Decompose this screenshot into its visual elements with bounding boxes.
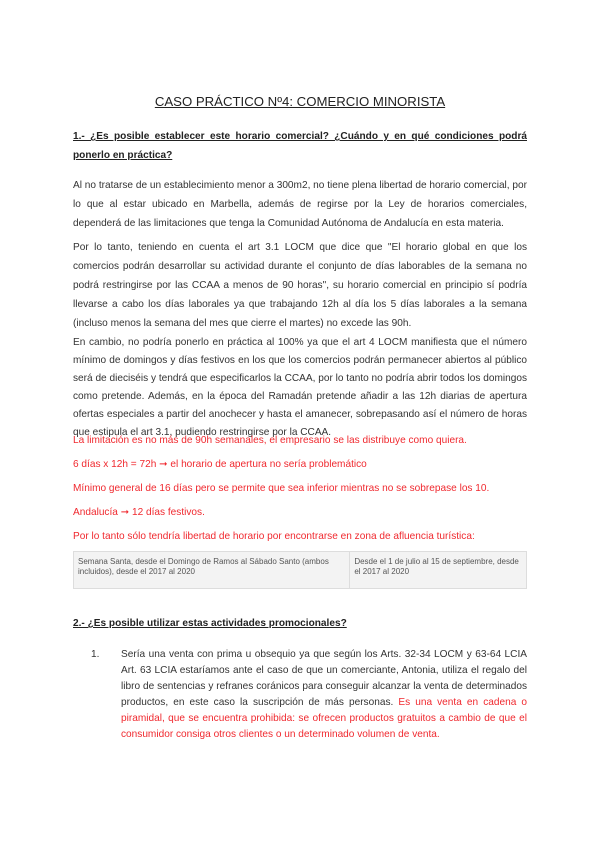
paragraph: Al no tratarse de un establecimiento menor a 300m2, no tiene plena libertad de horario comercial, por lo que al estar ubicado en Marbella, además de regirse por la Ley de horarios comerciales, dependerá de las limitaciones que tenga la Comunidad Autónoma de Andalucía en esta materia. [73, 180, 527, 229]
note: 6 días x 12h = 72h ➞ el horario de apertura no sería problemático [73, 459, 367, 470]
note: Por lo tanto sólo tendría libertad de horario por encontrarse en zona de afluencia turística: [73, 531, 475, 542]
note: La limitación es no más de 90h semanales, el empresario se las distribuye como quiera. [73, 435, 467, 446]
table-cell: Desde el 1 de julio al 15 de septiembre, desde el 2017 al 2020 [350, 552, 527, 589]
section1-heading: 1.- ¿Es posible establecer este horario comercial? ¿Cuándo y en qué condiciones podrá ponerlo en práctica? [73, 131, 527, 161]
tourist-zone-table [73, 551, 527, 589]
paragraph: En cambio, no podría ponerlo en práctica al 100% ya que el art 4 LOCM manifiesta que el número mínimo de domingos y días festivos en los que los comercios podrán permanecer abiertos al público será de dieciséis y tendrá que especificarlos la CCAA, por lo tanto no podría abrir todos los domingos como pretende. Además, en la época del Ramadán pretende añadir a las 12h diarias de apertura ofertas especiales a partir del anochecer y hasta el amanecer, sobrepasando así el número de horas que estipula el art 3.1, pudiendo restringirse por la CCAA. [73, 337, 527, 438]
note: Mínimo general de 16 días pero se permite que sea inferior mientras no se sobrepase los 10. [73, 483, 490, 494]
list-item-text: Sería una venta con prima u obsequio ya que según los Arts. 32-34 LOCM y 63-64 LCIA Art. 63 LCIA estaríamos ante el caso de que un comerciante, Antonia, utiliza el regalo del libro de sentencias y refranes coránicos para conseguir alcanzar la venta de determinados productos, en este caso la suscripción de más personas. [121, 649, 527, 708]
paragraph: Por lo tanto, teniendo en cuenta el art 3.1 LOCM que dice que "El horario global en que los comercios podrán desarrollar su actividad durante el conjunto de días laborables de la semana no podrá restringirse por las CCAA a menos de 90 horas", su horario comercial en principio sí podría llevarse a cabo los días laborales ya que trabajando 12h al día los 5 días laborales a la semana (incluso menos la semana del mes que cierre el martes) no excede las 90h. [73, 242, 527, 329]
list-item-note: Es una venta en cadena o piramidal, que se encuentra prohibida: se ofrecen productos gratuitos a cambio de que el consumidor consiga otros clientes o un determinado volumen de venta. [121, 697, 527, 740]
note: Andalucía ➞ 12 días festivos. [73, 507, 205, 518]
list-number: 1. [91, 649, 100, 660]
section2-heading: 2.- ¿Es posible utilizar estas actividades promocionales? [73, 618, 347, 629]
document-title: CASO PRÁCTICO Nº4: COMERCIO MINORISTA [154, 94, 446, 109]
list-item [121, 647, 527, 743]
table-cell: Semana Santa, desde el Domingo de Ramos al Sábado Santo (ambos incluidos), desde el 2017 al 2020 [74, 552, 350, 589]
